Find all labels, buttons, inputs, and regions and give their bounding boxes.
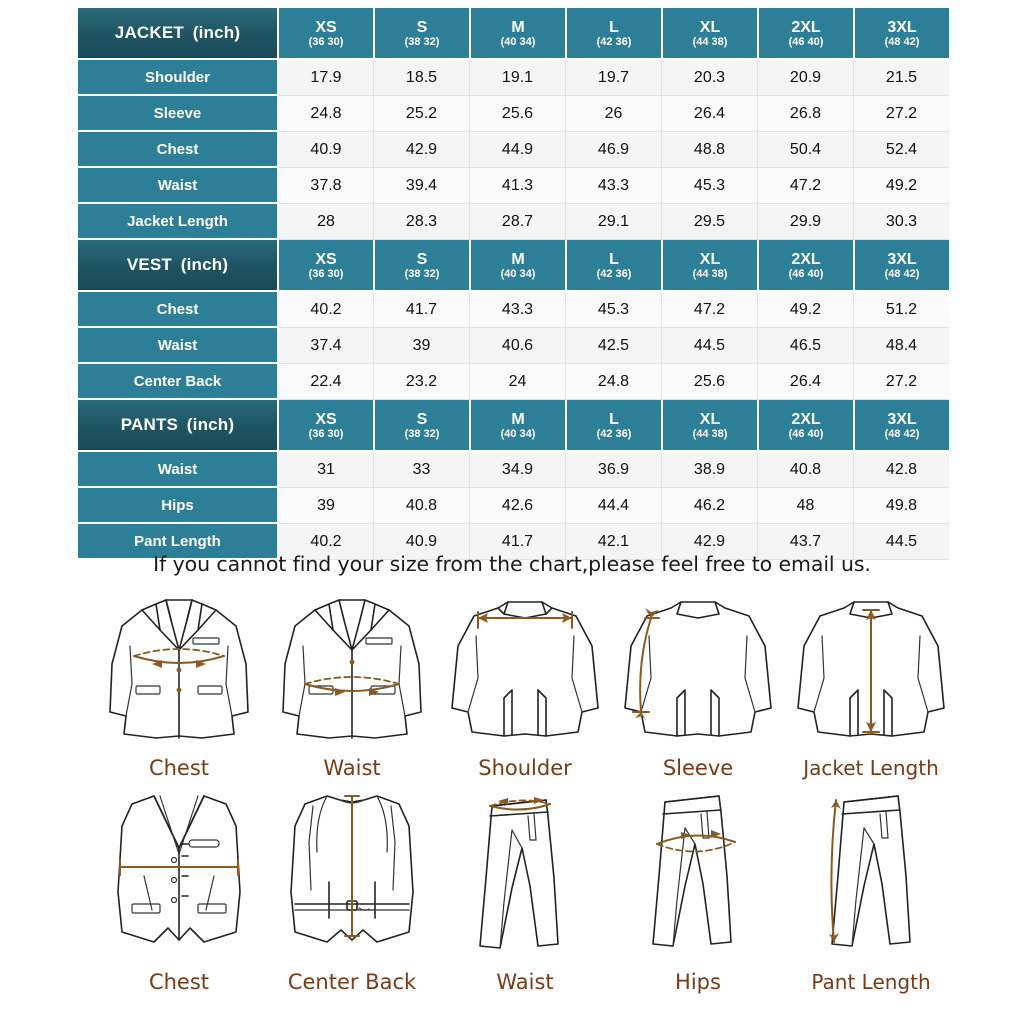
jacket-front-waist-icon	[269, 586, 435, 754]
size-numeric-label: (42 36)	[596, 36, 632, 49]
measurement-value: 44.4	[565, 488, 661, 524]
size-column-header	[661, 8, 757, 60]
measurement-row-label: Chest	[78, 292, 277, 328]
size-numeric-label: (48 42)	[884, 36, 920, 49]
measurement-value: 24	[469, 364, 565, 400]
size-numeric-label: (40 34)	[500, 428, 536, 441]
size-label: 2XL	[791, 18, 821, 36]
measurement-value: 36.9	[565, 452, 661, 488]
measurement-row-label: Center Back	[78, 364, 277, 400]
figure-jacket-sleeve	[614, 586, 782, 780]
measurement-value: 37.8	[277, 168, 373, 204]
size-column-header	[757, 8, 853, 60]
measurement-value: 20.9	[757, 60, 853, 96]
size-column-header	[661, 240, 757, 292]
measurement-value: 25.6	[661, 364, 757, 400]
measurement-row-label: Waist	[78, 452, 277, 488]
size-column-header	[277, 240, 373, 292]
measurement-value: 26.8	[757, 96, 853, 132]
figure-label: Shoulder	[478, 756, 572, 780]
measurement-value: 19.7	[565, 60, 661, 96]
measurement-value: 33	[373, 452, 469, 488]
size-column-header	[373, 240, 469, 292]
measurement-row-label: Shoulder	[78, 60, 277, 96]
size-column-header	[565, 8, 661, 60]
email-note: If you cannot find your size from the chart,please feel free to email us.	[153, 552, 871, 576]
measurement-value: 19.1	[469, 60, 565, 96]
size-label: XS	[315, 410, 337, 428]
measurement-value: 40.2	[277, 292, 373, 328]
pants-length-icon	[788, 782, 954, 968]
figure-label: Chest	[148, 970, 210, 994]
measurement-value: 50.4	[757, 132, 853, 168]
figure-label: Center Back	[287, 970, 417, 994]
size-numeric-label: (48 42)	[884, 268, 920, 281]
measurement-row-label: Hips	[78, 488, 277, 524]
table-row	[78, 204, 949, 240]
size-chart-table	[78, 8, 949, 560]
measurement-value: 27.2	[853, 364, 949, 400]
figure-jacket-shoulder	[441, 586, 609, 780]
measurement-value: 45.3	[661, 168, 757, 204]
measurement-value: 49.2	[853, 168, 949, 204]
table-row	[78, 328, 949, 364]
measurement-value: 52.4	[853, 132, 949, 168]
size-label: 3XL	[887, 410, 917, 428]
size-column-header	[469, 240, 565, 292]
size-column-header	[757, 400, 853, 452]
measurement-row-label: Waist	[78, 168, 277, 204]
size-label: 3XL	[887, 18, 917, 36]
measurement-value: 47.2	[661, 292, 757, 328]
section-title: VEST (inch)	[78, 240, 277, 292]
measurement-value: 48.4	[853, 328, 949, 364]
measurement-value: 48.8	[661, 132, 757, 168]
measurement-value: 42.1	[565, 524, 661, 560]
measurement-value: 28.3	[373, 204, 469, 240]
size-label: 2XL	[791, 250, 821, 268]
size-label: S	[416, 410, 428, 428]
measurement-value: 37.4	[277, 328, 373, 364]
measurement-value: 44.5	[661, 328, 757, 364]
measurement-value: 46.9	[565, 132, 661, 168]
size-column-header	[277, 8, 373, 60]
jacket-front-chest-icon	[96, 586, 262, 754]
measurement-value: 38.9	[661, 452, 757, 488]
size-label: S	[416, 18, 428, 36]
section-header-row	[78, 8, 949, 60]
size-label: L	[609, 250, 619, 268]
size-numeric-label: (38 32)	[404, 428, 440, 441]
measurement-value: 42.6	[469, 488, 565, 524]
size-column-header	[469, 400, 565, 452]
section-title: PANTS (inch)	[78, 400, 277, 452]
measurement-value: 18.5	[373, 60, 469, 96]
size-label: M	[511, 18, 525, 36]
size-label: XS	[315, 18, 337, 36]
figure-vest-center-back	[268, 782, 436, 994]
measurement-value: 45.3	[565, 292, 661, 328]
figure-jacket-length	[787, 586, 955, 780]
size-numeric-label: (48 42)	[884, 428, 920, 441]
size-numeric-label: (40 34)	[500, 36, 536, 49]
size-column-header	[469, 8, 565, 60]
figure-vest-chest	[95, 782, 263, 994]
table-row	[78, 168, 949, 204]
jacket-back-sleeve-icon	[615, 586, 781, 754]
measurement-value: 42.9	[373, 132, 469, 168]
measurement-value: 51.2	[853, 292, 949, 328]
measurement-value: 30.3	[853, 204, 949, 240]
size-label: L	[609, 410, 619, 428]
figure-label: Pant Length	[811, 970, 931, 994]
measurement-value: 43.7	[757, 524, 853, 560]
size-numeric-label: (44 38)	[692, 36, 728, 49]
figure-label: Hips	[675, 970, 721, 994]
figure-label: Chest	[148, 756, 210, 780]
size-numeric-label: (40 34)	[500, 268, 536, 281]
size-numeric-label: (46 40)	[788, 36, 824, 49]
table-row	[78, 452, 949, 488]
measurement-value: 44.5	[853, 524, 949, 560]
size-label: XL	[699, 18, 721, 36]
measurement-value: 40.9	[373, 524, 469, 560]
measurement-value: 22.4	[277, 364, 373, 400]
size-column-header	[853, 240, 949, 292]
size-numeric-label: (36 30)	[308, 36, 344, 49]
measurement-row-label: Jacket Length	[78, 204, 277, 240]
size-label: XS	[315, 250, 337, 268]
size-numeric-label: (46 40)	[788, 428, 824, 441]
measurement-value: 49.8	[853, 488, 949, 524]
measurement-value: 29.1	[565, 204, 661, 240]
section-header-row	[78, 240, 949, 292]
measurement-value: 23.2	[373, 364, 469, 400]
figure-pants-length	[787, 782, 955, 994]
jacket-back-length-icon	[788, 586, 954, 754]
size-numeric-label: (42 36)	[596, 268, 632, 281]
measurement-value: 43.3	[469, 292, 565, 328]
measurement-illustrations	[0, 586, 1024, 1024]
measurement-value: 44.9	[469, 132, 565, 168]
figure-label: Jacket Length	[803, 756, 939, 780]
size-numeric-label: (36 30)	[308, 428, 344, 441]
table-row	[78, 364, 949, 400]
pants-waist-icon	[442, 782, 608, 968]
measurement-value: 17.9	[277, 60, 373, 96]
vest-front-chest-icon	[96, 782, 262, 968]
size-column-header	[277, 400, 373, 452]
size-label: XL	[699, 250, 721, 268]
measurement-value: 29.5	[661, 204, 757, 240]
size-numeric-label: (36 30)	[308, 268, 344, 281]
size-label: 2XL	[791, 410, 821, 428]
measurement-row-label: Pant Length	[78, 524, 277, 560]
measurement-value: 47.2	[757, 168, 853, 204]
measurement-value: 43.3	[565, 168, 661, 204]
measurement-row-label: Sleeve	[78, 96, 277, 132]
measurement-value: 42.5	[565, 328, 661, 364]
size-column-header	[853, 8, 949, 60]
table-row	[78, 488, 949, 524]
size-label: M	[511, 250, 525, 268]
size-column-header	[565, 240, 661, 292]
size-label: 3XL	[887, 250, 917, 268]
measurement-value: 28	[277, 204, 373, 240]
measurement-value: 29.9	[757, 204, 853, 240]
measurement-value: 39	[277, 488, 373, 524]
measurement-value: 27.2	[853, 96, 949, 132]
size-column-header	[853, 400, 949, 452]
measurement-value: 46.5	[757, 328, 853, 364]
figure-pants-waist	[441, 782, 609, 994]
measurement-value: 41.7	[469, 524, 565, 560]
size-numeric-label: (38 32)	[404, 268, 440, 281]
figure-jacket-waist	[268, 586, 436, 780]
illustration-row-jacket	[95, 586, 955, 780]
figure-label: Sleeve	[662, 756, 734, 780]
size-numeric-label: (46 40)	[788, 268, 824, 281]
table-row	[78, 292, 949, 328]
size-column-header	[565, 400, 661, 452]
measurement-value: 25.6	[469, 96, 565, 132]
measurement-value: 31	[277, 452, 373, 488]
size-label: M	[511, 410, 525, 428]
measurement-value: 34.9	[469, 452, 565, 488]
measurement-value: 39.4	[373, 168, 469, 204]
measurement-value: 42.8	[853, 452, 949, 488]
size-numeric-label: (44 38)	[692, 428, 728, 441]
size-column-header	[373, 8, 469, 60]
section-title: JACKET (inch)	[78, 8, 277, 60]
size-column-header	[757, 240, 853, 292]
measurement-value: 40.8	[757, 452, 853, 488]
measurement-value: 40.9	[277, 132, 373, 168]
pants-hips-icon	[615, 782, 781, 968]
measurement-value: 41.3	[469, 168, 565, 204]
measurement-value: 24.8	[277, 96, 373, 132]
figure-label: Waist	[496, 970, 554, 994]
measurement-value: 26.4	[661, 96, 757, 132]
size-label: L	[609, 18, 619, 36]
measurement-value: 42.9	[661, 524, 757, 560]
jacket-back-shoulder-icon	[442, 586, 608, 754]
measurement-row-label: Waist	[78, 328, 277, 364]
table-row	[78, 96, 949, 132]
measurement-value: 25.2	[373, 96, 469, 132]
measurement-value: 39	[373, 328, 469, 364]
illustration-row-vest-pants	[95, 782, 955, 994]
size-numeric-label: (42 36)	[596, 428, 632, 441]
measurement-value: 21.5	[853, 60, 949, 96]
table-row	[78, 132, 949, 168]
measurement-value: 49.2	[757, 292, 853, 328]
measurement-row-label: Chest	[78, 132, 277, 168]
figure-label: Waist	[323, 756, 381, 780]
measurement-value: 28.7	[469, 204, 565, 240]
section-header-row	[78, 400, 949, 452]
measurement-value: 26	[565, 96, 661, 132]
size-label: S	[416, 250, 428, 268]
measurement-value: 48	[757, 488, 853, 524]
measurement-value: 40.8	[373, 488, 469, 524]
measurement-value: 41.7	[373, 292, 469, 328]
size-column-header	[661, 400, 757, 452]
measurement-value: 46.2	[661, 488, 757, 524]
size-numeric-label: (44 38)	[692, 268, 728, 281]
measurement-value: 40.2	[277, 524, 373, 560]
measurement-value: 26.4	[757, 364, 853, 400]
figure-pants-hips	[614, 782, 782, 994]
table-row	[78, 60, 949, 96]
measurement-value: 40.6	[469, 328, 565, 364]
figure-jacket-chest	[95, 586, 263, 780]
size-label: XL	[699, 410, 721, 428]
measurement-value: 24.8	[565, 364, 661, 400]
size-numeric-label: (38 32)	[404, 36, 440, 49]
measurement-value: 20.3	[661, 60, 757, 96]
vest-back-center-icon	[269, 782, 435, 968]
size-column-header	[373, 400, 469, 452]
